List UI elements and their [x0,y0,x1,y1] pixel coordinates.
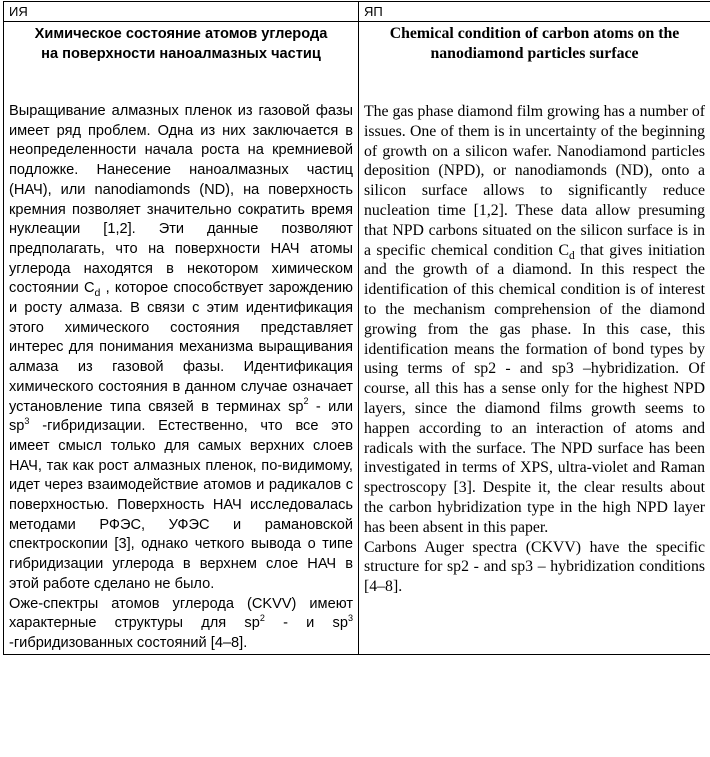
russian-paragraph-2: Оже-спектры атомов углерода (CKVV) имеют характерные структуры для $sp^2$ - и $sp^3$ -гибридизованных состояний [4–8]. [9,595,354,651]
english-title-line-2: nanodiamond particles surface [430,45,639,62]
target-language-label: ЯП [364,4,383,19]
english-paragraph-1: The gas phase diamond film growing has a number of issues. One of them is in uncertainty of the beginning of growth on a silicon wafer. Nanodiamond particles deposition (NPD), or nanodiamonds (ND), onto a silicon surface allows to significantly reduce nucleation time [1,2]. These data allow presuming that NPD carbons situated on the silicon surface is in a specific chemical condition $C_d$ that gives initiation and the growth of a diamond. In this respect the identification of this chemical condition is of interest to the mechanism comprehension of the diamond growing from the gas phase. In this case, this identification means the formation of bond types by using terms of sp2 - and sp3 –hybridization. Of course, all this has a sense only for the highest NPD layers, since the diamond films growth seems to happen according to an interaction of atoms and radicals with the surface. The NPD surface has been investigated in terms of XPS, ultra-violet and Raman spectroscopy [3]. Despite it, the clear results about the carbon hybridization type in the high NPD layer has been absent in this paper. [364,103,705,536]
header-cell-target [359,2,710,22]
english-paragraph-2: Carbons Auger spectra (CKVV) have the specific structure for sp2 - and sp3 – hybridization conditions [4–8]. [364,538,705,596]
russian-cell [4,22,359,655]
source-language-label: ИЯ [9,4,28,19]
russian-title-line-1: Химическое состояние атомов углерода [34,26,328,42]
bilingual-table [3,1,710,655]
english-title [364,24,705,64]
russian-title [9,24,353,64]
russian-paragraph-1: Выращивание алмазных пленок из газовой фазы имеет ряд проблем. Одна из них заключается в неопределенности начала роста на кремниевой подложке. Нанесение наноалмазных частиц (НАЧ), или nanodiamonds (ND), на поверхность кремния позволяет значительно сократить время нуклеации [1,2]. Эти данные позволяют предполагать, что на поверхности НАЧ атомы углерода находятся в некотором химическом состоянии $C_d$ , которое способствует зарождению и росту алмаза. В связи с этим идентификация этого химического состояния представляет интерес для понимания механизма выращивания алмаза из газовой фазы. Идентификация химического состояния в данном случае означает установление типа связей в терминах $sp^2$ - или $sp^3$ -гибридизации. Естественно, что все это имеет смысл только для самых верхних слоев НАЧ, так как рост алмазных пленок, по-видимому, идет через взаимодействие атомов и радикалов с поверхностью. Поверхность НАЧ исследовалась методами РФЭС, УФЭС и рамановской спектроскопии [3], однако четкого вывода о типе гибридизации углерода в верхнем слое НАЧ в этой работе сделано не было. [9,103,353,592]
content-row [4,22,710,655]
english-cell [359,22,710,655]
russian-title-line-2: на поверхности наноалмазных частиц [41,46,321,62]
header-row [4,2,710,22]
english-title-line-1: Chemical condition of carbon atoms on the [389,25,680,42]
header-cell-source [4,2,359,22]
